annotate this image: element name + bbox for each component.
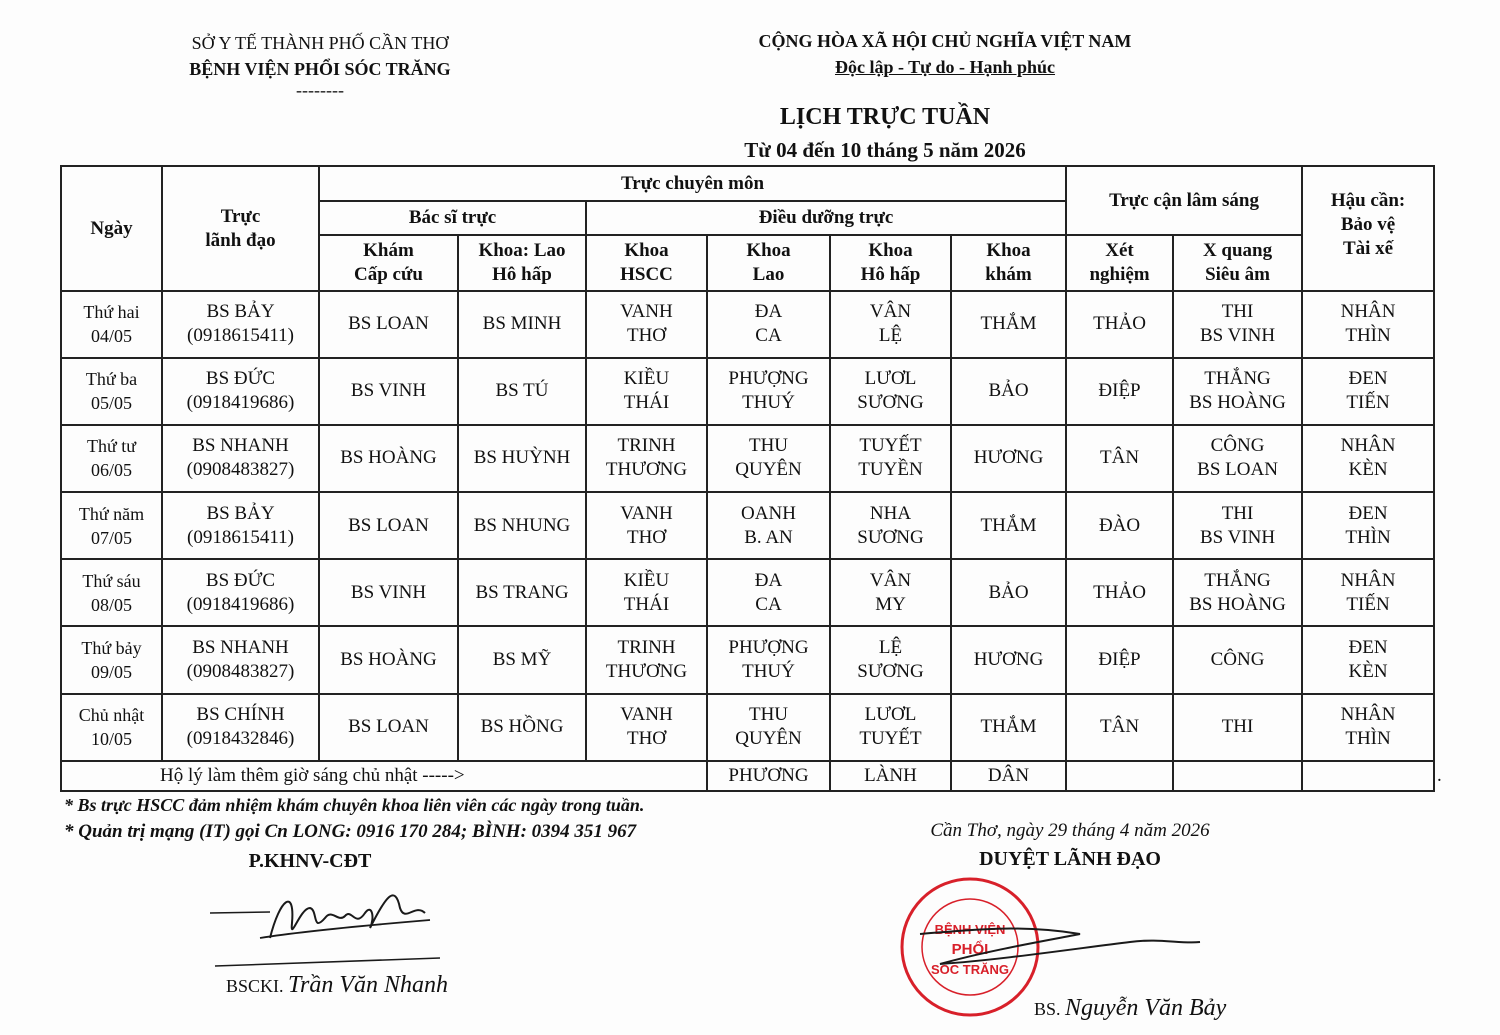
cell-day-line2: 04/05 [90, 326, 132, 347]
header-khoa-lao-ho-hap-line1: Khoa: Lao [478, 240, 566, 262]
cell-lao-line2: QUYÊN [735, 728, 802, 750]
header-dieu-duong-truc: Điều dưỡng trực [586, 201, 1066, 235]
cell-kham-cap-cuu: BS LOAN [319, 694, 458, 761]
cell-x-quang-line2: BS LOAN [1197, 459, 1278, 481]
cell-leader-line1: BS CHÍNH [196, 704, 285, 726]
motto-line1: CỘNG HÒA XÃ HỘI CHỦ NGHĨA VIỆT NAM [758, 31, 1132, 51]
header-khoa-hscc-line1: Khoa [624, 240, 669, 262]
cell-x-quang-line1: CÔNG [1210, 435, 1265, 457]
cell-hau-can-line2: TIẾN [1346, 392, 1390, 414]
cell-day-line1: Thứ năm [78, 503, 145, 524]
cell-leader-line2: (0918419686) [186, 593, 295, 615]
extra-x-quang [1302, 761, 1434, 791]
cell-leader [162, 626, 319, 693]
cell-hscc-line2: THƯƠNG [605, 661, 688, 682]
header-khoa-ho-hap-line2: Hô hấp [860, 264, 921, 286]
table-row [61, 358, 1434, 425]
cell-day-line2: 08/05 [90, 594, 132, 615]
cell-lao-line1: ĐA [754, 569, 783, 591]
cell-leader [162, 358, 319, 425]
cell-day-line1: Thứ bảy [81, 638, 142, 658]
note-hscc: * Bs trực HSCC đảm nhiệm khám chuyên khoa liên viên các ngày trong tuần. [64, 795, 645, 815]
cell-lao-line2: QUYÊN [735, 459, 802, 481]
cell-ho-hap-line2: SƯƠNG [857, 392, 924, 414]
left-signer-name: Trần Văn Nhanh [288, 972, 449, 998]
cell-kham-cap-cuu: BS VINH [319, 358, 458, 425]
cell-lao [707, 291, 830, 357]
header-khoa-hscc [586, 235, 707, 291]
header-hau-can-line2: Bảo vệ [1340, 214, 1396, 235]
extra-khoa-kham [1066, 761, 1173, 791]
cell-hau-can [1302, 559, 1434, 626]
cell-hscc-line1: VANH [620, 502, 673, 524]
cell-hscc [586, 291, 707, 357]
header-xet-nghiem-line2: nghiệm [1089, 264, 1150, 286]
agency-line1: SỞ Y TẾ THÀNH PHỐ CẦN THƠ [191, 33, 449, 53]
approval-label: DUYỆT LÃNH ĐẠO [979, 848, 1161, 870]
cell-leader [162, 694, 319, 761]
header-truc-can-lam-sang: Trực cận lâm sáng [1066, 166, 1302, 235]
cell-day [61, 291, 162, 357]
cell-ho-hap-line2: SƯƠNG [857, 526, 924, 548]
cell-hscc [586, 694, 707, 761]
cell-leader-line2: (0918432846) [186, 728, 295, 750]
agency-header [140, 30, 500, 98]
cell-lao-ho-hap: BS HỒNG [458, 694, 586, 761]
cell-leader-line2: (0908483827) [186, 661, 295, 682]
cell-day-line1: Thứ hai [83, 302, 140, 323]
cell-day [61, 626, 162, 693]
cell-ho-hap [830, 291, 951, 357]
cell-lao [707, 559, 830, 626]
cell-day-line1: Chủ nhật [78, 705, 145, 726]
header-khoa-lao-line2: Lao [752, 264, 785, 286]
note-it-contact: * Quản trị mạng (IT) gọi Cn LONG: 0916 170 284; BÌNH: 0394 351 967 [64, 821, 637, 842]
extra-xet-nghiem [1173, 761, 1302, 791]
cell-hau-can-line1: NHÂN [1340, 435, 1396, 457]
cell-day-line2: 09/05 [90, 662, 132, 682]
cell-hscc-line1: VANH [620, 301, 673, 323]
cell-ho-hap-line1: VÂN [869, 301, 912, 323]
cell-hau-can [1302, 694, 1434, 761]
cell-day-line2: 06/05 [90, 460, 132, 481]
cell-lao-ho-hap: BS MINH [458, 291, 586, 357]
cell-ho-hap-line2: MY [875, 593, 906, 615]
cell-hscc [586, 626, 707, 693]
cell-xet-nghiem: ĐÀO [1066, 492, 1173, 559]
cell-hau-can [1302, 492, 1434, 559]
cell-hscc-line1: TRINH [617, 637, 676, 658]
cell-day [61, 559, 162, 626]
cell-lao-ho-hap: BS NHUNG [458, 492, 586, 559]
cell-hscc-line2: THƠ [626, 728, 667, 750]
cell-hau-can-line1: NHÂN [1340, 301, 1396, 323]
header-x-quang [1173, 235, 1302, 291]
cell-lao-line2: THUÝ [742, 661, 795, 682]
cell-leader [162, 492, 319, 559]
cell-day-line2: 07/05 [90, 527, 132, 548]
document-subtitle: Từ 04 đến 10 tháng 5 năm 2026 [744, 138, 1026, 162]
cell-leader-line1: BS ĐỨC [205, 368, 276, 390]
header-hau-can [1302, 166, 1434, 291]
cell-ho-hap [830, 492, 951, 559]
cell-hscc-line1: VANH [620, 704, 673, 726]
cell-leader-line2: (0918615411) [187, 325, 294, 347]
cell-x-quang [1173, 492, 1302, 559]
cell-hscc-line2: THƯƠNG [605, 459, 688, 481]
cell-day [61, 358, 162, 425]
cell-lao-line1: PHƯỢNG [728, 368, 809, 390]
cell-ho-hap [830, 559, 951, 626]
cell-kham-cap-cuu: BS VINH [319, 559, 458, 626]
cell-x-quang [1173, 425, 1302, 492]
cell-xet-nghiem: ĐIỆP [1066, 358, 1173, 425]
header-kham-cap-cuu [319, 235, 458, 291]
header-truc-lanh-dao-line2: lãnh đạo [205, 229, 276, 251]
cell-leader [162, 425, 319, 492]
cell-lao-line2: THUÝ [742, 392, 795, 414]
cell-khoa-kham: HƯƠNG [951, 425, 1066, 492]
cell-hscc-line1: KIỀU [623, 368, 670, 390]
cell-ho-hap-line2: TUYỀN [858, 459, 923, 481]
table-row [61, 425, 1434, 492]
cell-hscc [586, 358, 707, 425]
cell-khoa-kham: THẮM [951, 492, 1066, 559]
svg-text:BỆNH VIỆN: BỆNH VIỆN [934, 922, 1006, 937]
header-khoa-lao-line1: Khoa [746, 240, 791, 262]
header-divider: -------- [296, 80, 344, 100]
cell-x-quang-line1: THI [1221, 301, 1254, 323]
cell-hau-can-line2: THÌN [1345, 325, 1391, 347]
schedule-extra: Hộ lý làm thêm giờ sáng chủ nhật -----> PHƯƠNG LÀNH DÂN . [61, 761, 1434, 791]
cell-ho-hap [830, 358, 951, 425]
header-hau-can-line3: Tài xế [1342, 238, 1394, 259]
cell-hau-can-line1: ĐEN [1348, 368, 1388, 390]
cell-xet-nghiem: TÂN [1066, 694, 1173, 761]
cell-xet-nghiem: THẢO [1066, 291, 1173, 357]
header-x-quang-line1: X quang [1202, 240, 1273, 262]
header-kham-cap-cuu-line1: Khám [363, 240, 414, 262]
cell-kham-cap-cuu: BS HOÀNG [319, 626, 458, 693]
cell-hscc-line1: KIỀU [623, 569, 670, 591]
cell-lao-ho-hap: BS TRANG [458, 559, 586, 626]
cell-x-quang: THI [1173, 694, 1302, 761]
cell-hau-can [1302, 358, 1434, 425]
cell-day [61, 694, 162, 761]
dept-label: P.KHNV-CĐT [248, 850, 372, 872]
cell-day-line1: Thứ tư [86, 436, 136, 457]
cell-hscc [586, 492, 707, 559]
left-signature-mark [200, 878, 460, 978]
cell-leader-line1: BS NHANH [192, 435, 289, 457]
header-khoa-lao-ho-hap [458, 235, 586, 291]
header-khoa-hscc-line2: HSCC [620, 264, 673, 286]
cell-x-quang-line2: BS VINH [1199, 325, 1276, 347]
cell-hau-can-line2: KÈN [1348, 661, 1388, 682]
extra-lao: LÀNH [830, 761, 951, 791]
svg-text:SÓC TRĂNG: SÓC TRĂNG [931, 962, 1009, 977]
header-truc-lanh-dao [162, 166, 319, 291]
cell-lao [707, 694, 830, 761]
cell-hscc-line2: THƠ [626, 325, 667, 347]
cell-leader-line1: BS NHANH [192, 637, 289, 658]
right-signer [1034, 995, 1226, 1022]
cell-ho-hap [830, 425, 951, 492]
header-khoa-kham-line1: Khoa [986, 240, 1031, 262]
cell-day-line2: 10/05 [90, 729, 132, 750]
cell-ho-hap-line1: LƯƠL [864, 704, 917, 726]
cell-lao-line1: OANH [741, 502, 796, 524]
national-motto [700, 28, 1190, 80]
cell-leader-line1: BS BẢY [206, 301, 275, 323]
cell-hau-can-line2: THÌN [1345, 728, 1391, 750]
table-row [61, 694, 1434, 761]
place-date: Cần Thơ, ngày 29 tháng 4 năm 2026 [930, 820, 1210, 841]
header-khoa-lao [707, 235, 830, 291]
cell-leader-line1: BS ĐỨC [205, 569, 276, 591]
cell-lao-ho-hap: BS MỸ [458, 626, 586, 693]
cell-lao [707, 492, 830, 559]
cell-khoa-kham: BẢO [951, 358, 1066, 425]
cell-hscc-line2: THÁI [623, 392, 670, 414]
cell-lao [707, 358, 830, 425]
cell-lao-line1: THU [748, 435, 789, 457]
cell-x-quang-line2: BS HOÀNG [1189, 392, 1286, 414]
cell-day [61, 425, 162, 492]
cell-xet-nghiem: TÂN [1066, 425, 1173, 492]
extra-hscc: PHƯƠNG [707, 761, 830, 791]
header-khoa-ho-hap [830, 235, 951, 291]
cell-khoa-kham: THẮM [951, 694, 1066, 761]
header-khoa-ho-hap-line1: Khoa [868, 240, 913, 262]
cell-khoa-kham: THẮM [951, 291, 1066, 357]
hospital-name: BỆNH VIỆN PHỔI SÓC TRĂNG [189, 59, 451, 79]
cell-lao-line2: CA [755, 593, 782, 615]
extra-row-label: Hộ lý làm thêm giờ sáng chủ nhật -----> [61, 761, 707, 791]
cell-hau-can-line1: NHÂN [1340, 569, 1396, 591]
cell-leader-line2: (0918419686) [186, 392, 295, 414]
cell-x-quang-line1: THẮNG [1204, 368, 1271, 390]
cell-lao [707, 425, 830, 492]
header-x-quang-line2: Siêu âm [1205, 264, 1270, 286]
cell-x-quang-line1: THI [1221, 502, 1254, 524]
cell-lao-line1: ĐA [754, 301, 783, 323]
cell-ho-hap-line1: NHA [869, 502, 912, 524]
cell-ho-hap-line2: SƯƠNG [857, 661, 924, 682]
table-row [61, 291, 1434, 357]
table-row [61, 626, 1434, 693]
cell-hau-can [1302, 626, 1434, 693]
table-row [61, 492, 1434, 559]
cell-x-quang: CÔNG [1173, 626, 1302, 693]
header-kham-cap-cuu-line2: Cấp cứu [354, 264, 423, 286]
cell-leader [162, 559, 319, 626]
table-row [61, 559, 1434, 626]
svg-text:PHỔI: PHỔI [951, 941, 989, 958]
cell-ho-hap-line1: LƯƠL [864, 368, 917, 390]
cell-lao-ho-hap: BS HUỲNH [458, 425, 586, 492]
cell-ho-hap-line1: LỆ [878, 637, 903, 658]
cell-hscc [586, 559, 707, 626]
right-signer-title: BS. [1034, 999, 1061, 1019]
cell-ho-hap-line1: TUYẾT [859, 435, 922, 457]
cell-ho-hap [830, 626, 951, 693]
cell-x-quang [1173, 291, 1302, 357]
cell-khoa-kham: HƯƠNG [951, 626, 1066, 693]
cell-hscc-line2: THƠ [626, 526, 667, 548]
left-signer [226, 972, 448, 999]
cell-hscc-line2: THÁI [623, 593, 670, 615]
header-khoa-kham-line2: khám [985, 264, 1032, 286]
cell-x-quang-line1: THẮNG [1204, 569, 1271, 591]
cell-kham-cap-cuu: BS HOÀNG [319, 425, 458, 492]
cell-x-quang-line2: BS VINH [1199, 526, 1276, 548]
cell-day [61, 492, 162, 559]
cell-hau-can-line1: NHÂN [1340, 704, 1396, 726]
cell-leader-line2: (0908483827) [186, 459, 295, 481]
cell-kham-cap-cuu: BS LOAN [319, 291, 458, 357]
schedule-body [61, 291, 1434, 761]
cell-ho-hap-line2: TUYẾT [859, 728, 922, 750]
header-ngay: Ngày [61, 166, 162, 291]
cell-xet-nghiem: THẢO [1066, 559, 1173, 626]
cell-leader [162, 291, 319, 357]
cell-khoa-kham: BẢO [951, 559, 1066, 626]
document-title: LỊCH TRỰC TUẦN [779, 104, 991, 130]
cell-day-line1: Thứ ba [85, 369, 138, 390]
cell-leader-line1: BS BẢY [206, 502, 275, 524]
header-xet-nghiem [1066, 235, 1173, 291]
header-hau-can-line1: Hậu cần: [1330, 190, 1406, 211]
cell-lao-line2: CA [755, 325, 782, 347]
cell-ho-hap-line1: VÂN [869, 569, 912, 591]
header-khoa-kham [951, 235, 1066, 291]
cell-hau-can-line2: TIẾN [1346, 593, 1390, 615]
cell-day-line1: Thứ sáu [82, 570, 141, 591]
cell-hau-can-line1: ĐEN [1348, 502, 1388, 524]
schedule-table [60, 165, 1442, 792]
cell-lao-line2: B. AN [744, 526, 793, 548]
cell-xet-nghiem: ĐIỆP [1066, 626, 1173, 693]
cell-hau-can-line1: ĐEN [1348, 637, 1388, 658]
cell-ho-hap [830, 694, 951, 761]
cell-lao-line1: THU [748, 704, 789, 726]
cell-hau-can [1302, 291, 1434, 357]
header-truc-chuyen-mon: Trực chuyên môn [319, 166, 1066, 201]
cell-lao-ho-hap: BS TÚ [458, 358, 586, 425]
cell-leader-line2: (0918615411) [187, 526, 294, 548]
header-bac-si-truc: Bác sĩ trực [319, 201, 586, 235]
header-xet-nghiem-line1: Xét [1105, 240, 1134, 262]
cell-kham-cap-cuu: BS LOAN [319, 492, 458, 559]
cell-x-quang [1173, 358, 1302, 425]
cell-hau-can-line2: KÈN [1348, 459, 1388, 481]
cell-lao-line1: PHƯỢNG [728, 637, 809, 658]
extra-ho-hap: DÂN [951, 761, 1066, 791]
header-truc-lanh-dao-line1: Trực [220, 205, 261, 227]
cell-lao [707, 626, 830, 693]
cell-x-quang-line2: BS HOÀNG [1189, 593, 1286, 615]
schedule-header [61, 166, 1434, 291]
cell-x-quang [1173, 559, 1302, 626]
cell-day-line2: 05/05 [90, 393, 132, 414]
motto-line2: Độc lập - Tự do - Hạnh phúc [834, 57, 1056, 77]
cell-hscc-line1: TRINH [617, 435, 676, 457]
header-khoa-lao-ho-hap-line2: Hô hấp [492, 264, 552, 286]
cell-hau-can-line2: THÌN [1345, 526, 1391, 548]
left-signer-title: BSCKI. [226, 976, 284, 996]
cell-ho-hap-line2: LỆ [878, 325, 903, 347]
right-signer-name: Nguyễn Văn Bảy [1065, 995, 1227, 1021]
cell-hscc [586, 425, 707, 492]
cell-hau-can [1302, 425, 1434, 492]
